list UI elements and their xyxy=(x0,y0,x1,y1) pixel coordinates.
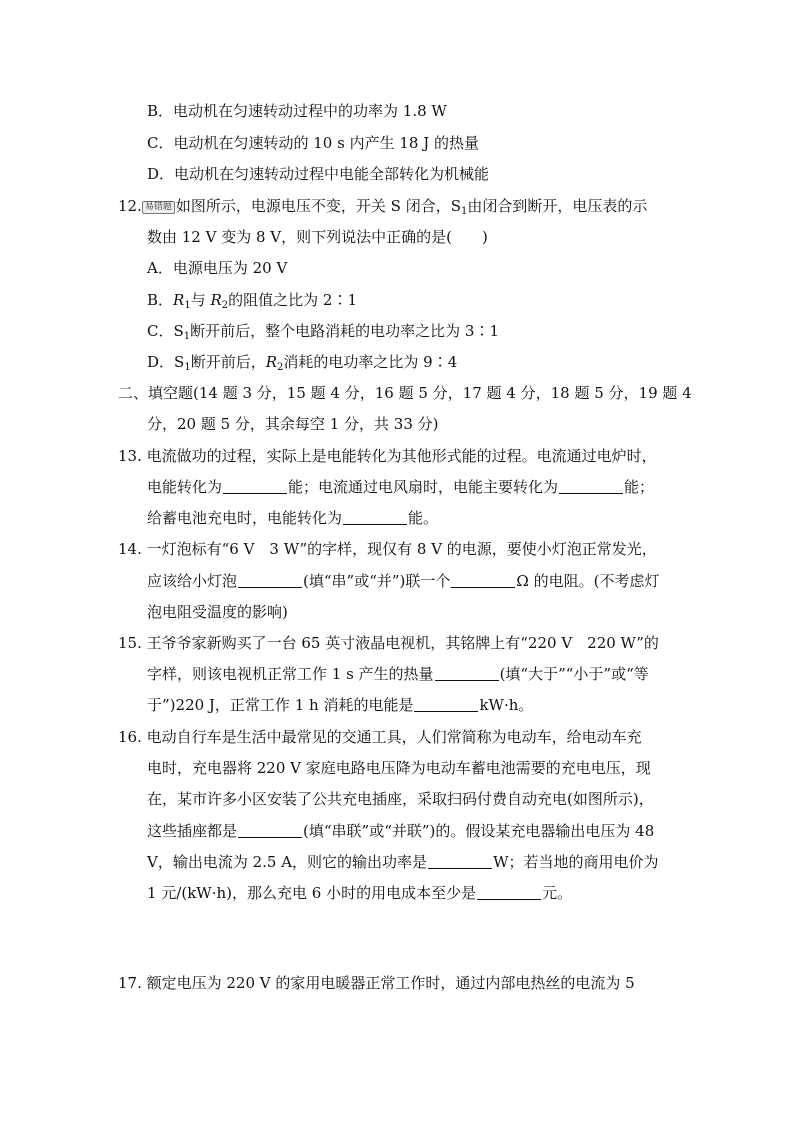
q12-option-d xyxy=(147,352,457,372)
q16-line6 xyxy=(147,883,572,903)
q11-option-b: B．电动机在匀速转动过程中的功率为 1.8 W xyxy=(147,102,447,120)
q16-line5 xyxy=(147,852,658,872)
section2-header-line1: 二、填空题(14 题 3 分，15 题 4 分，16 题 5 分，17 题 4 分，18 题 5 分，19 题 4 xyxy=(118,384,692,402)
q16-text: 1 元/(kW·h)，那么充电 6 小时的用电成本至少是 xyxy=(147,884,477,902)
q15-line3 xyxy=(147,695,533,715)
q16-text: (填“串联”或“并联”)的。假设某充电器输出电压为 48 xyxy=(303,822,655,840)
q16-line2: 电时，充电器将 220 V 家庭电路电压降为电动车蓄电池需要的充电电压，现 xyxy=(147,759,651,777)
q12-number: 12. xyxy=(118,197,142,215)
q15-line1: 15. 王爷爷家新购买了一台 65 英寸液晶电视机，其铭牌上有“220 V 220 W”的 xyxy=(118,634,659,652)
option-text: 断开前后，整个电路消耗的电功率之比为 3∶1 xyxy=(190,322,499,340)
option-text: D．S xyxy=(147,353,185,371)
q12-option-a: A．电源电压为 20 V xyxy=(147,259,288,277)
q14-line2 xyxy=(147,571,659,591)
q13-line1: 13. 电流做功的过程，实际上是电能转化为其他形式能的过程。电流通过电炉时， xyxy=(118,447,657,465)
q13-text: 能；电流通过电风扇时，电能主要转化为 xyxy=(288,478,559,496)
q12-stem-text: 数由 12 V 变为 8 V，则下列说法中正确的是( xyxy=(147,228,452,246)
fill-blank[interactable] xyxy=(223,479,287,494)
q16-line4 xyxy=(147,821,654,841)
q15-line2 xyxy=(147,664,649,684)
q11-option-c: C．电动机在匀速转动的 10 s 内产生 18 J 的热量 xyxy=(147,134,479,152)
subscript: 2 xyxy=(277,362,284,373)
resistor-symbol: R xyxy=(210,291,222,309)
fill-blank[interactable] xyxy=(414,697,478,712)
q13-line2 xyxy=(147,477,654,497)
q16-text: V，输出电流为 2.5 A，则它的输出功率是 xyxy=(147,853,428,871)
subscript: 1 xyxy=(184,362,191,373)
subscript: 1 xyxy=(460,206,468,217)
q16-text: 元。 xyxy=(542,884,573,902)
q16-text: W；若当地的商用电价为 xyxy=(493,853,659,871)
q11-option-d: D．电动机在匀速转动过程中电能全部转化为机械能 xyxy=(147,165,490,183)
fill-blank[interactable] xyxy=(559,479,623,494)
q12-stem-line2 xyxy=(147,227,488,247)
q12-stem-line1 xyxy=(118,196,647,216)
q14-line3: 泡电阻受温度的影响) xyxy=(147,603,288,621)
q17-line1: 17. 额定电压为 220 V 的家用电暖器正常工作时，通过内部电热丝的电流为 5 xyxy=(118,974,635,992)
fill-blank[interactable] xyxy=(343,510,407,525)
fill-blank[interactable] xyxy=(435,666,499,681)
q16-line3: 在，某市许多小区安装了公共充电插座，采取扫码付费自动充电(如图所示)， xyxy=(147,790,654,808)
q15-text: (填“大于”“小于”或“等 xyxy=(499,665,649,683)
q14-text: 应该给小灯泡 xyxy=(147,572,238,590)
fill-blank[interactable] xyxy=(238,573,302,588)
section2-header-line2: 分，20 题 5 分，其余每空 1 分，共 33 分) xyxy=(147,415,439,433)
fill-blank[interactable] xyxy=(477,885,541,900)
option-label: B． xyxy=(147,291,174,309)
q13-line3 xyxy=(147,508,438,528)
fill-blank[interactable] xyxy=(428,854,492,869)
option-text: 断开前后， xyxy=(190,353,266,371)
subscript: 2 xyxy=(221,300,229,311)
option-text: 消耗的电功率之比为 9∶4 xyxy=(283,353,458,371)
q16-line1: 16. 电动自行车是生活中最常见的交通工具，人们常简称为电动车，给电动车充 xyxy=(118,728,642,746)
q12-error-prone-badge: 易错题 xyxy=(142,201,175,214)
q12-option-c xyxy=(147,321,499,341)
q16-text: 这些插座都是 xyxy=(147,822,238,840)
resistor-symbol: R xyxy=(265,353,277,371)
q13-text: 给蓄电池充电时，电能转化为 xyxy=(147,509,343,527)
q14-text: Ω 的电阻。(不考虑灯 xyxy=(516,572,660,590)
option-text: 的阻值之比为 2∶1 xyxy=(228,291,358,309)
q13-text: 能。 xyxy=(408,509,439,527)
q12-stem-text: 由闭合到断开，电压表的示 xyxy=(467,197,648,215)
q14-line1: 14. 一灯泡标有“6 V 3 W”的字样，现仅有 8 V 的电源，要使小灯泡正常发光， xyxy=(118,540,657,558)
fill-blank[interactable] xyxy=(238,823,302,838)
fill-blank[interactable] xyxy=(451,573,515,588)
q12-stem-text: 如图所示，电源电压不变，开关 S 闭合，S xyxy=(175,197,461,215)
q13-text: 能； xyxy=(624,478,655,496)
q13-text: 电能转化为 xyxy=(147,478,223,496)
option-text: C．S xyxy=(147,322,184,340)
q14-text: (填“串”或“并”)联一个 xyxy=(303,572,451,590)
option-text: 与 xyxy=(190,291,211,309)
subscript: 1 xyxy=(183,331,191,342)
q15-text: kW·h。 xyxy=(479,696,534,714)
q15-text: 字样，则该电视机正常工作 1 s 产生的热量 xyxy=(147,665,434,683)
q15-text: 于”)220 J，正常工作 1 h 消耗的电能是 xyxy=(147,696,414,714)
q12-stem-text: ) xyxy=(482,228,488,246)
q12-option-b xyxy=(147,290,357,310)
subscript: 1 xyxy=(184,300,191,311)
resistor-symbol: R xyxy=(173,291,185,309)
